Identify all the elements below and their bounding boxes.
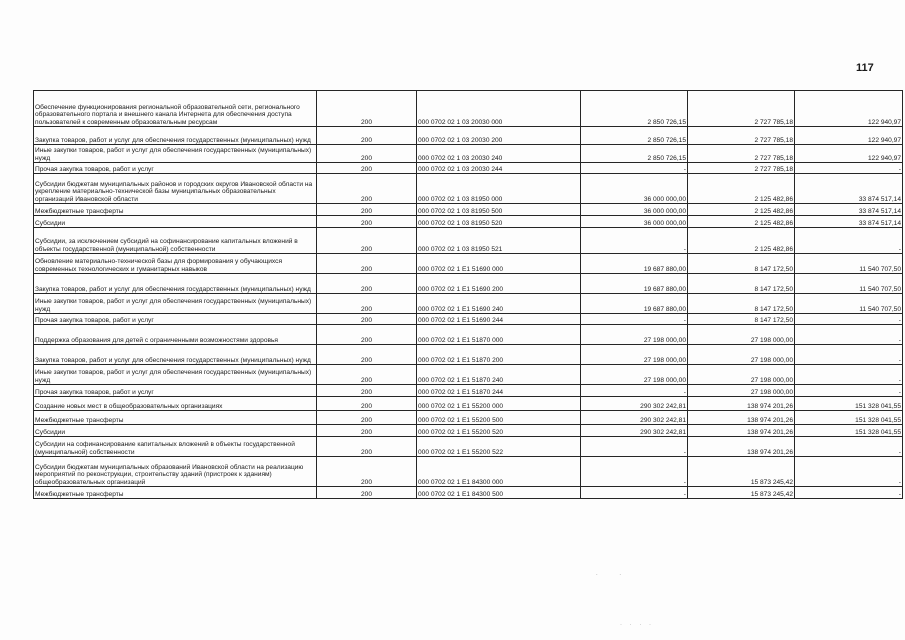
row-code: 200 — [317, 397, 417, 411]
row-sum-1: - — [581, 437, 688, 457]
row-sum-2: 138 974 201,26 — [688, 437, 795, 457]
table-row — [34, 294, 903, 314]
row-kbk: 000 0702 02 1 E1 84300 000 — [417, 457, 581, 487]
row-sum-1: - — [581, 385, 688, 397]
row-kbk: 000 0702 02 1 E1 51870 244 — [417, 385, 581, 397]
table-row — [34, 254, 903, 274]
row-sum-1: - — [581, 457, 688, 487]
page-number: 117 — [856, 62, 874, 74]
row-sum-2: 8 147 172,50 — [688, 254, 795, 274]
row-name: Иные закупки товаров, работ и услуг для обеспечения государственных (муниципальных) нужд — [34, 145, 317, 163]
row-name: Субсидии — [34, 216, 317, 228]
row-code: 200 — [317, 437, 417, 457]
row-sum-2: 15 873 245,42 — [688, 457, 795, 487]
table-row — [34, 425, 903, 437]
row-code: 200 — [317, 411, 417, 425]
row-sum-1: 290 302 242,81 — [581, 411, 688, 425]
row-sum-2: 2 125 482,86 — [688, 174, 795, 204]
table-row — [34, 228, 903, 254]
row-sum-1: 36 000 000,00 — [581, 216, 688, 228]
row-sum-3: 11 540 707,50 — [795, 254, 903, 274]
table-row — [34, 411, 903, 425]
row-kbk: 000 0702 02 1 03 20030 240 — [417, 145, 581, 163]
row-code: 200 — [317, 294, 417, 314]
table-row — [34, 365, 903, 385]
row-sum-3: 122 940,97 — [795, 145, 903, 163]
row-kbk: 000 0702 02 1 03 81950 521 — [417, 228, 581, 254]
row-sum-1: - — [581, 163, 688, 174]
row-code: 200 — [317, 345, 417, 365]
row-sum-3: 122 940,97 — [795, 91, 903, 127]
row-sum-3: - — [795, 385, 903, 397]
row-name: Субсидии — [34, 425, 317, 437]
row-kbk: 000 0702 02 1 03 81950 500 — [417, 204, 581, 216]
table-row — [34, 437, 903, 457]
row-sum-3: - — [795, 487, 903, 499]
row-sum-1: 290 302 242,81 — [581, 397, 688, 411]
table-row — [34, 397, 903, 411]
row-code: 200 — [317, 325, 417, 345]
row-code: 200 — [317, 425, 417, 437]
row-sum-3: 122 940,97 — [795, 127, 903, 145]
row-sum-2: 8 147 172,50 — [688, 274, 795, 294]
row-code: 200 — [317, 127, 417, 145]
row-sum-2: 138 974 201,26 — [688, 425, 795, 437]
row-sum-2: 8 147 172,50 — [688, 314, 795, 325]
row-sum-3: - — [795, 457, 903, 487]
row-code: 200 — [317, 365, 417, 385]
row-sum-3: - — [795, 437, 903, 457]
table-row — [34, 274, 903, 294]
row-kbk: 000 0702 02 1 E1 51870 200 — [417, 345, 581, 365]
row-name: Закупка товаров, работ и услуг для обеспечения государственных (муниципальных) нужд — [34, 127, 317, 145]
table-row — [34, 216, 903, 228]
row-name: Обновление материально-технической базы для формирования у обучающихся современных технологических и гуманитарных навыков — [34, 254, 317, 274]
row-sum-2: 138 974 201,26 — [688, 397, 795, 411]
row-sum-1: 2 850 726,15 — [581, 91, 688, 127]
row-name: Создание новых мест в общеобразовательных организациях — [34, 397, 317, 411]
row-sum-3: - — [795, 314, 903, 325]
row-kbk: 000 0702 02 1 E1 51690 200 — [417, 274, 581, 294]
row-name: Поддержка образования для детей с ограниченными возможностями здоровья — [34, 325, 317, 345]
row-sum-2: 27 198 000,00 — [688, 325, 795, 345]
row-kbk: 000 0702 02 1 E1 84300 500 — [417, 487, 581, 499]
row-kbk: 000 0702 02 1 E1 55200 522 — [417, 437, 581, 457]
row-name: Субсидии бюджетам муниципальных районов и городских округов Ивановской области на укрепление материально-технической базы муниципальных образовательных организаций Ивановской области — [34, 174, 317, 204]
row-sum-2: 2 125 482,86 — [688, 228, 795, 254]
row-name: Субсидии бюджетам муниципальных образований Ивановской области на реализацию мероприятий по реконструкции, строительству зданий (пристроек к зданиям) общеобразовательных организаций — [34, 457, 317, 487]
row-sum-1: - — [581, 228, 688, 254]
row-sum-1: 19 687 880,00 — [581, 294, 688, 314]
row-sum-1: 36 000 000,00 — [581, 204, 688, 216]
row-sum-1: 36 000 000,00 — [581, 174, 688, 204]
row-sum-2: 2 125 482,86 — [688, 204, 795, 216]
row-name: Прочая закупка товаров, работ и услуг — [34, 314, 317, 325]
table-row — [34, 314, 903, 325]
table-row — [34, 163, 903, 174]
row-code: 200 — [317, 487, 417, 499]
row-kbk: 000 0702 02 1 E1 55200 000 — [417, 397, 581, 411]
row-kbk: 000 0702 02 1 03 20030 000 — [417, 91, 581, 127]
row-name: Прочая закупка товаров, работ и услуг — [34, 163, 317, 174]
row-kbk: 000 0702 02 1 E1 55200 500 — [417, 411, 581, 425]
row-name: Закупка товаров, работ и услуг для обеспечения государственных (муниципальных) нужд — [34, 274, 317, 294]
row-sum-1: 27 198 000,00 — [581, 345, 688, 365]
row-sum-3: 11 540 707,50 — [795, 274, 903, 294]
row-kbk: 000 0702 02 1 E1 51690 240 — [417, 294, 581, 314]
table-row — [34, 91, 903, 127]
row-name: Иные закупки товаров, работ и услуг для обеспечения государственных (муниципальных) нужд — [34, 294, 317, 314]
row-name: Субсидии, за исключением субсидий на софинансирование капитальных вложений в объекты государственной (муниципальной) собственности — [34, 228, 317, 254]
row-name: Межбюджетные трансферты — [34, 487, 317, 499]
row-code: 200 — [317, 174, 417, 204]
row-sum-1: 2 850 726,15 — [581, 127, 688, 145]
row-code: 200 — [317, 274, 417, 294]
row-kbk: 000 0702 02 1 E1 51690 000 — [417, 254, 581, 274]
row-sum-1: 27 198 000,00 — [581, 325, 688, 345]
table-row — [34, 325, 903, 345]
table-row — [34, 457, 903, 487]
row-sum-2: 2 125 482,86 — [688, 216, 795, 228]
row-sum-1: 27 198 000,00 — [581, 365, 688, 385]
row-kbk: 000 0702 02 1 03 81950 520 — [417, 216, 581, 228]
row-sum-3: 33 874 517,14 — [795, 216, 903, 228]
row-name: Субсидии на софинансирование капитальных вложений в объекты государственной (муниципальной) собственности — [34, 437, 317, 457]
row-sum-2: 2 727 785,18 — [688, 163, 795, 174]
row-sum-3: 33 874 517,14 — [795, 204, 903, 216]
row-code: 200 — [317, 385, 417, 397]
row-sum-1: 290 302 242,81 — [581, 425, 688, 437]
row-kbk: 000 0702 02 1 03 81950 000 — [417, 174, 581, 204]
table-row — [34, 127, 903, 145]
row-code: 200 — [317, 216, 417, 228]
table-row — [34, 385, 903, 397]
row-sum-3: 11 540 707,50 — [795, 294, 903, 314]
row-code: 200 — [317, 163, 417, 174]
row-name: Межбюджетные трансферты — [34, 411, 317, 425]
row-name: Обеспечение функционирования региональной образовательной сети, регионального образовательного портала и внешнего канала Интернета для обеспечения доступа пользователей к современным образовательным ресурсам — [34, 91, 317, 127]
row-sum-1: 19 687 880,00 — [581, 254, 688, 274]
row-sum-3: 151 328 041,55 — [795, 425, 903, 437]
row-name: Прочая закупка товаров, работ и услуг — [34, 385, 317, 397]
row-code: 200 — [317, 228, 417, 254]
row-sum-3: - — [795, 345, 903, 365]
table-row — [34, 145, 903, 163]
row-kbk: 000 0702 02 1 E1 51870 000 — [417, 325, 581, 345]
table-row — [34, 174, 903, 204]
row-sum-2: 138 974 201,26 — [688, 411, 795, 425]
row-sum-1: 19 687 880,00 — [581, 274, 688, 294]
row-kbk: 000 0702 02 1 E1 51870 240 — [417, 365, 581, 385]
row-sum-2: 2 727 785,18 — [688, 127, 795, 145]
row-kbk: 000 0702 02 1 E1 55200 520 — [417, 425, 581, 437]
row-sum-1: - — [581, 314, 688, 325]
row-sum-3: 33 874 517,14 — [795, 174, 903, 204]
row-code: 200 — [317, 204, 417, 216]
row-kbk: 000 0702 02 1 03 20030 200 — [417, 127, 581, 145]
row-name: Закупка товаров, работ и услуг для обеспечения государственных (муниципальных) нужд — [34, 345, 317, 365]
row-sum-3: - — [795, 163, 903, 174]
row-code: 200 — [317, 457, 417, 487]
scan-noise: . . — [596, 571, 625, 577]
row-sum-2: 2 727 785,18 — [688, 91, 795, 127]
row-name: Межбюджетные трансферты — [34, 204, 317, 216]
row-sum-1: - — [581, 487, 688, 499]
row-code: 200 — [317, 91, 417, 127]
row-sum-2: 15 873 245,42 — [688, 487, 795, 499]
row-kbk: 000 0702 02 1 E1 51690 244 — [417, 314, 581, 325]
row-sum-3: 151 328 041,55 — [795, 397, 903, 411]
row-sum-2: 2 727 785,18 — [688, 145, 795, 163]
row-sum-2: 27 198 000,00 — [688, 365, 795, 385]
scan-noise: · · · · — [620, 622, 654, 628]
row-name: Иные закупки товаров, работ и услуг для обеспечения государственных (муниципальных) нужд — [34, 365, 317, 385]
row-sum-3: - — [795, 325, 903, 345]
row-sum-3: - — [795, 228, 903, 254]
budget-table — [33, 90, 903, 499]
row-sum-2: 8 147 172,50 — [688, 294, 795, 314]
row-code: 200 — [317, 254, 417, 274]
row-kbk: 000 0702 02 1 03 20030 244 — [417, 163, 581, 174]
row-sum-3: 151 328 041,55 — [795, 411, 903, 425]
table-row — [34, 204, 903, 216]
row-sum-2: 27 198 000,00 — [688, 345, 795, 365]
row-code: 200 — [317, 314, 417, 325]
row-code: 200 — [317, 145, 417, 163]
row-sum-1: 2 850 726,15 — [581, 145, 688, 163]
row-sum-2: 27 198 000,00 — [688, 385, 795, 397]
table-row — [34, 487, 903, 499]
row-sum-3: - — [795, 365, 903, 385]
table-row — [34, 345, 903, 365]
